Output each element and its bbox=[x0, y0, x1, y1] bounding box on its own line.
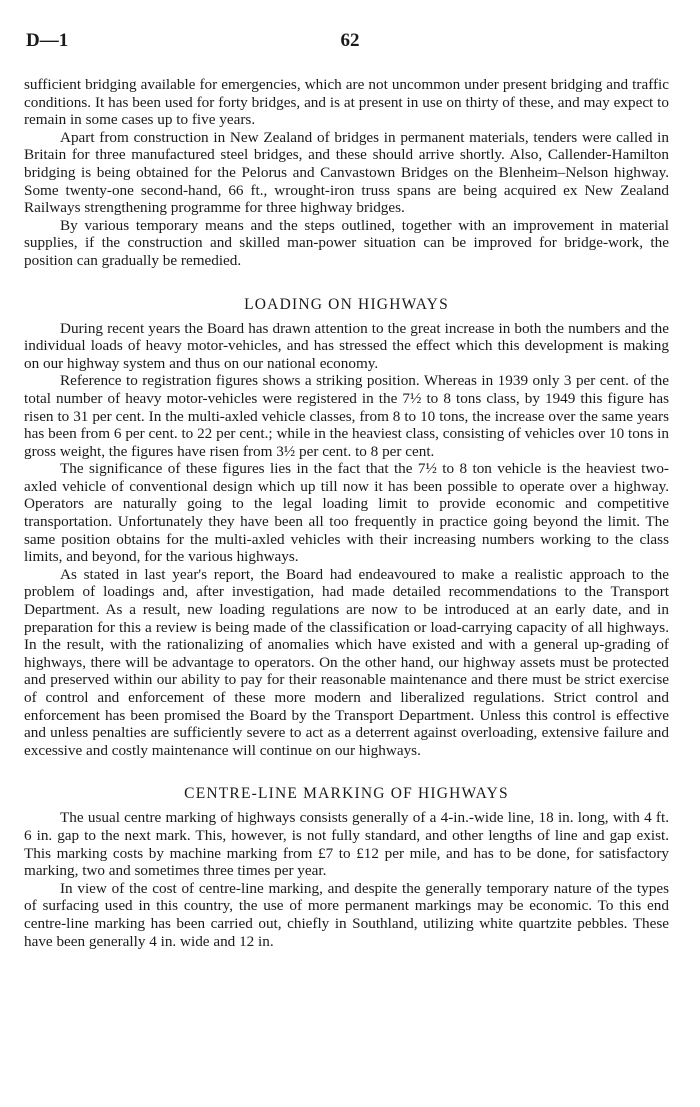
centre-line-section-heading: CENTRE-LINE MARKING OF HIGHWAYS bbox=[184, 785, 509, 803]
page-header bbox=[26, 30, 674, 54]
loading-section-heading: LOADING ON HIGHWAYS bbox=[244, 295, 449, 313]
centre-line-paragraph-1: The usual centre marking of highways consists generally of a 4-in.-wide line, 18 in. long, with 4 ft. 6 in. gap to the next mark. This, however, is not fully standard, and other lengths of line and gap exist. This marking costs by machine marking from £7 to £12 per mile, and has to be done, for satisfactory marking, two and sometimes three times per year. bbox=[24, 809, 669, 880]
intro-paragraph-3: By various temporary means and the steps outlined, together with an improvement in material supplies, if the construction and skilled man-power situation can be improved for bridge-work, the position can gradually be remedied. bbox=[24, 216, 669, 269]
intro-paragraph-2: Apart from construction in New Zealand of bridges in permanent materials, tenders were called in Britain for three manufactured steel bridges, and these should arrive shortly. Also, Callender-Hamilton bridging is being obtained for the Pelorus and Canvastown Bridges on the Blenheim–Nelson highway. Some twenty-one second-hand, 66 ft., wrought-iron truss spans are being acquired ex New Zealand Railways strengthening programme for three highway bridges. bbox=[24, 128, 669, 217]
page-body bbox=[24, 76, 669, 950]
loading-paragraph-1: During recent years the Board has drawn attention to the great increase in both the numbers and the individual loads of heavy motor-vehicles, and has stressed the effect which this development is making on our highway system and thus on our national economy. bbox=[24, 319, 669, 372]
intro-paragraph-1: sufficient bridging available for emergencies, which are not uncommon under present bridging and traffic conditions. It has been used for forty bridges, and is at present in use on thirty of these, and may expect to remain in some cases up to five years. bbox=[24, 76, 669, 129]
loading-paragraph-4: As stated in last year's report, the Board had endeavoured to make a realistic approach to the problem of loadings and, after investigation, had made detailed recommendations to the Transport Department. As a result, new loading regulations are now to be introduced at an early date, and in preparation for this a review is being made of the classification or load-carrying capacity of all highways. In the result, with the rationalizing of anomalies which have existed and with a general up-grading of highways, there will be advantage to operators. On the other hand, our highway assets must be protected and preserved within our ability to pay for their reasonable maintenance and there must be strict exercise of control and enforcement of these more modern and liberalized regulations. Strict control and enforcement has been promised the Board by the Transport Department. Unless this control is effective and unless penalties are sufficiently severe to act as a deterrent against overloading, extensive failure and excessive and costly maintenance will continue on our highways. bbox=[24, 565, 669, 759]
loading-paragraph-3: The significance of these figures lies in the fact that the 7½ to 8 ton vehicle is the heaviest two-axled vehicle of conventional design which up till now it has been possible to operate over a highway. Operators are naturally going to the legal loading limit to provide economic and competitive transportation. Unfortunately they have been all too frequently in practice going beyond the limit. The same position obtains for the multi-axled vehicles with their increasing numbers working to the class limits, and beyond, for the various highways. bbox=[24, 460, 669, 566]
centre-line-paragraph-2: In view of the cost of centre-line marking, and despite the generally temporary nature of the types of surfacing used in this country, the use of more permanent markings may be economic. To this end centre-line marking has been carried out, chiefly in Southland, utilizing white quartzite pebbles. These have been generally 4 in. wide and 12 in. bbox=[24, 879, 669, 950]
loading-paragraph-2: Reference to registration figures shows a striking position. Whereas in 1939 only 3 per cent. of the total number of heavy motor-vehicles were registered in the 7½ to 8 tons class, by 1949 this figure has risen to 31 per cent. In the multi-axled vehicle classes, from 8 to 10 tons, the increase over the same years has been from 6 per cent. to 22 per cent.; while in the heaviest class, consisting of vehicles over 10 tons in gross weight, the figures have risen from 3½ per cent. to 8 per cent. bbox=[24, 372, 669, 460]
page-number: 62 bbox=[340, 30, 360, 51]
document-code: D—1 bbox=[26, 30, 69, 51]
